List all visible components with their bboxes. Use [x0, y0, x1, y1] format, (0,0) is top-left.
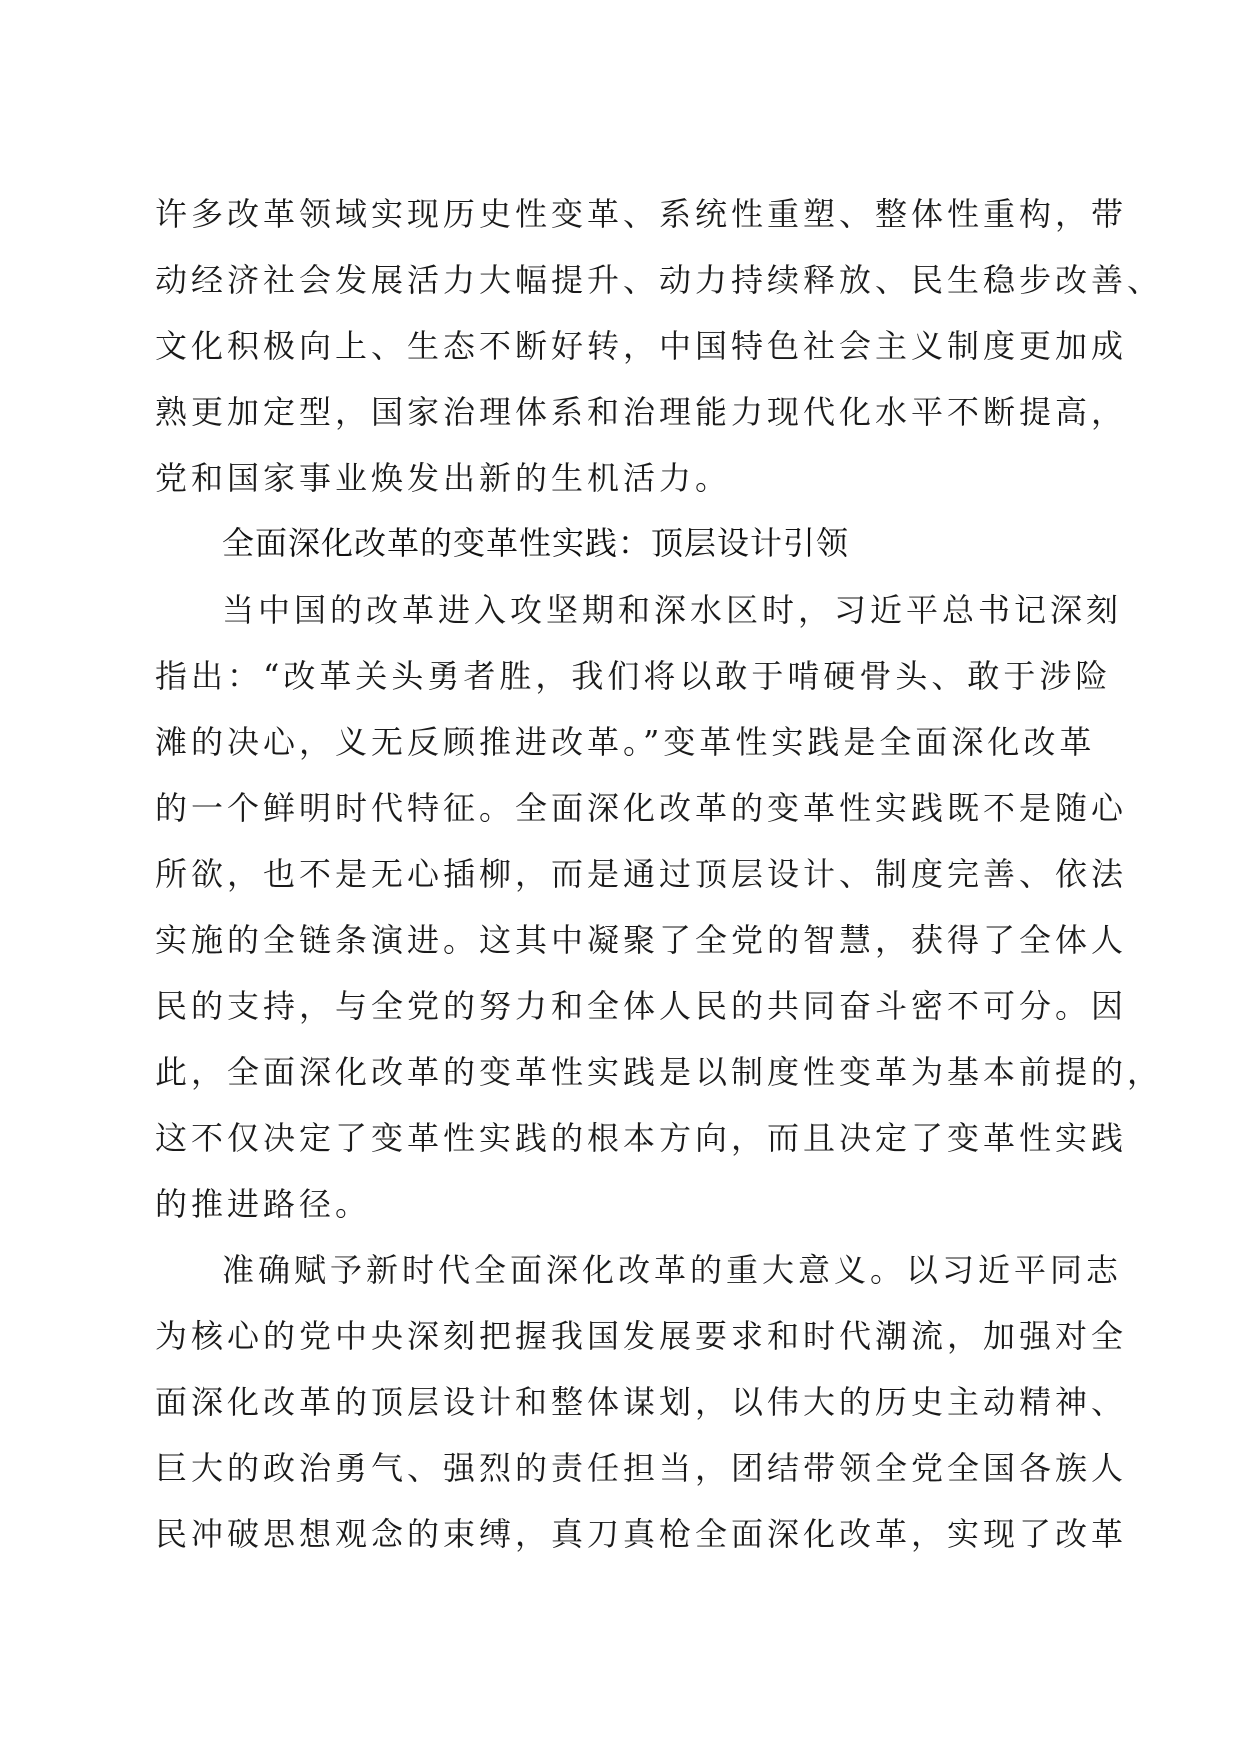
paragraph-3-line: 准确赋予新时代全面深化改革的重大意义。以习近平同志 — [222, 1251, 1123, 1289]
paragraph-2-line: 民的支持，与全党的努力和全体人民的共同奋斗密不可分。因 — [155, 987, 1128, 1025]
paragraph-2-line: 所欲，也不是无心插柳，而是通过顶层设计、制度完善、依法 — [155, 855, 1128, 893]
section-heading: 全面深化改革的变革性实践：顶层设计引领 — [222, 524, 850, 562]
paragraph-2-line: 指出：“改革关头勇者胜，我们将以敢于啃硬骨头、敢于涉险 — [155, 657, 1112, 695]
paragraph-3-line: 民冲破思想观念的束缚，真刀真枪全面深化改革，实现了改革 — [155, 1515, 1128, 1553]
paragraph-3-line: 面深化改革的顶层设计和整体谋划，以伟大的历史主动精神、 — [155, 1383, 1128, 1421]
paragraph-2-line: 的一个鲜明时代特征。全面深化改革的变革性实践既不是随心 — [155, 789, 1128, 827]
paragraph-2-line: 的推进路径。 — [155, 1185, 372, 1223]
paragraph-3-line: 巨大的政治勇气、强烈的责任担当，团结带领全党全国各族人 — [155, 1449, 1128, 1487]
paragraph-2-line: 这不仅决定了变革性实践的根本方向，而且决定了变革性实践 — [155, 1119, 1128, 1157]
paragraph-2-line: 实施的全链条演进。这其中凝聚了全党的智慧，获得了全体人 — [155, 921, 1128, 959]
paragraph-1-line: 党和国家事业焕发出新的生机活力。 — [155, 459, 732, 497]
paragraph-2-line: 滩的决心，义无反顾推进改革。”变革性实践是全面深化改革 — [155, 723, 1096, 761]
paragraph-1-line: 动经济社会发展活力大幅提升、动力持续释放、民生稳步改善、 — [155, 261, 1164, 299]
paragraph-2-line: 此，全面深化改革的变革性实践是以制度性变革为基本前提的， — [155, 1053, 1164, 1091]
paragraph-3-line: 为核心的党中央深刻把握我国发展要求和时代潮流，加强对全 — [155, 1317, 1128, 1355]
paragraph-1-line: 熟更加定型，国家治理体系和治理能力现代化水平不断提高， — [155, 393, 1128, 431]
paragraph-1-line: 许多改革领域实现历史性变革、系统性重塑、整体性重构，带 — [155, 195, 1128, 233]
paragraph-1-line: 文化积极向上、生态不断好转，中国特色社会主义制度更加成 — [155, 327, 1128, 365]
paragraph-2-line: 当中国的改革进入攻坚期和深水区时，习近平总书记深刻 — [222, 591, 1123, 629]
